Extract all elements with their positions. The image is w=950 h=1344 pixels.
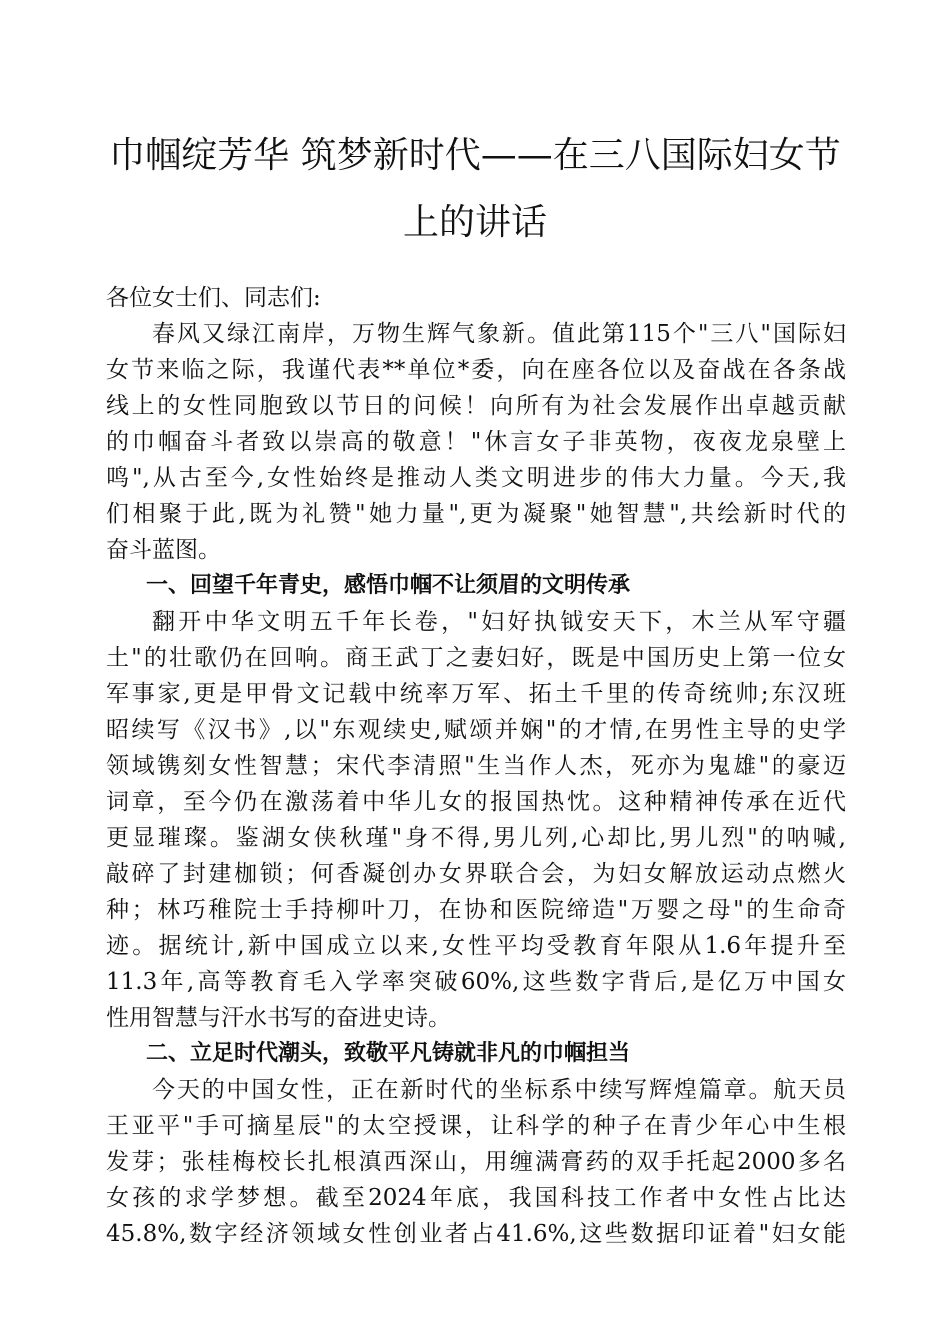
paragraph-line: 军事家,更是甲骨文记载中统率万军、拓土千里的传奇统帅;东汉班 (106, 681, 846, 707)
paragraph-line: 词章，至今仍在激荡着中华儿女的报国热忱。这种精神传承在近代 (106, 789, 846, 815)
paragraph-line: 线上的女性同胞致以节日的问候！向所有为社会发展作出卓越贡献 (106, 393, 846, 419)
paragraph-line: 敲碎了封建枷锁；何香凝创办女界联合会，为妇女解放运动点燃火 (106, 861, 846, 887)
title-line-2: 上的讲话 (402, 202, 547, 243)
paragraph-line: 女节来临之际，我谨代表**单位*委，向在座各位以及奋战在各条战 (106, 357, 846, 383)
paragraph-line: 迹。据统计,新中国成立以来,女性平均受教育年限从1.6年提升至 (106, 933, 846, 959)
paragraph-line: 性用智慧与汗水书写的奋进史诗。 (106, 1005, 451, 1031)
paragraph-line: 女孩的求学梦想。截至2024年底，我国科技工作者中女性占比达 (106, 1185, 846, 1211)
paragraph-line: 昭续写《汉书》,以"东观续史,赋颂并娴"的才情,在男性主导的史学 (106, 717, 846, 743)
paragraph-line: 11.3年,高等教育毛入学率突破60%,这些数字背后,是亿万中国女 (106, 969, 846, 995)
paragraph-line: 翻开中华文明五千年长卷，"妇好执钺安天下，木兰从军守疆 (152, 609, 846, 635)
paragraph-line: 春风又绿江南岸，万物生辉气象新。值此第115个"三八"国际妇 (152, 321, 846, 347)
paragraph-line: 们相聚于此,既为礼赞"她力量",更为凝聚"她智慧",共绘新时代的 (106, 501, 846, 527)
section-heading-2: 二、立足时代潮头，致敬平凡铸就非凡的巾帼担当 (146, 1041, 631, 1066)
title-line-1: 巾帼绽芳华 筑梦新时代——在三八国际妇女节 (109, 135, 841, 176)
paragraph-line: 发芽；张桂梅校长扎根滇西深山，用缠满膏药的双手托起2000多名 (106, 1149, 846, 1175)
paragraph-line: 45.8%,数字经济领域女性创业者占41.6%,这些数据印证着"妇女能 (106, 1221, 846, 1247)
paragraph-line: 王亚平"手可摘星辰"的太空授课，让科学的种子在青少年心中生根 (106, 1113, 846, 1139)
salutation: 各位女士们、同志们: (106, 285, 321, 311)
section-heading-1: 一、回望千年青史，感悟巾帼不让须眉的文明传承 (146, 573, 631, 598)
paragraph-line: 种；林巧稚院士手持柳叶刀，在协和医院缔造"万婴之母"的生命奇 (106, 897, 846, 923)
paragraph-line: 鸣",从古至今,女性始终是推动人类文明进步的伟大力量。今天,我 (106, 465, 846, 491)
paragraph-line: 土"的壮歌仍在回响。商王武丁之妻妇好，既是中国历史上第一位女 (106, 645, 846, 671)
paragraph-line: 今天的中国女性，正在新时代的坐标系中续写辉煌篇章。航天员 (152, 1077, 846, 1103)
paragraph-line: 奋斗蓝图。 (106, 537, 221, 563)
paragraph-line: 领域镌刻女性智慧；宋代李清照"生当作人杰，死亦为鬼雄"的豪迈 (106, 753, 846, 779)
paragraph-line: 更显璀璨。鉴湖女侠秋瑾"身不得,男儿列,心却比,男儿烈"的呐喊, (106, 825, 846, 851)
paragraph-line: 的巾帼奋斗者致以崇高的敬意！"休言女子非英物，夜夜龙泉壁上 (106, 429, 846, 455)
